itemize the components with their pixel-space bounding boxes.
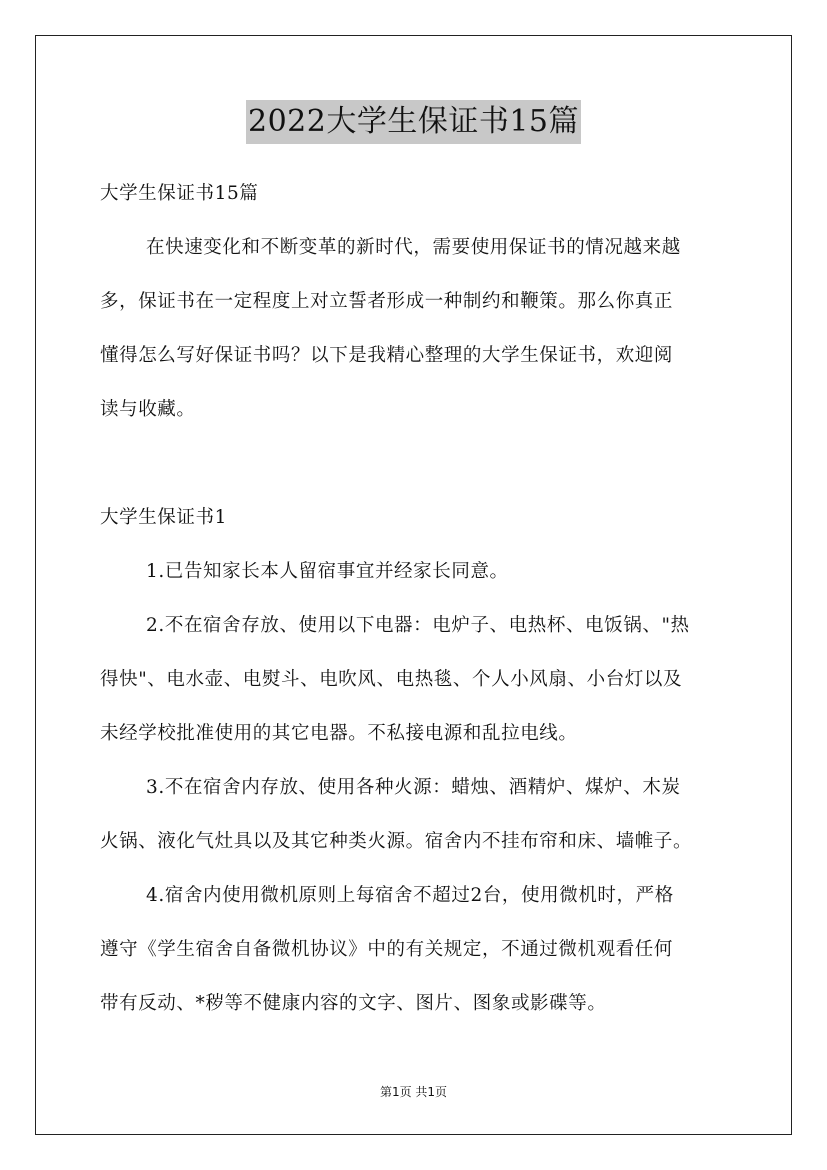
item-line-1: 1.已告知家长本人留宿事宜并经家长同意。 — [146, 561, 509, 582]
intro-line-1: 在快速变化和不断变革的新时代，需要使用保证书的情况越来越 — [146, 237, 681, 258]
intro-line-2: 多，保证书在一定程度上对立誓者形成一种制约和鞭策。那么你真正 — [100, 291, 674, 312]
item-line-2: 2.不在宿舍存放、使用以下电器：电炉子、电热杯、电饭锅、"热 — [146, 615, 690, 636]
item-line-4: 未经学校批准使用的其它电器。不私接电源和乱拉电线。 — [100, 723, 578, 744]
document-title: 2022大学生保证书15篇 — [246, 100, 581, 144]
item-line-6: 火锅、液化气灶具以及其它种类火源。宿舍内不挂布帘和床、墙帷子。 — [100, 831, 693, 852]
title-container — [0, 100, 827, 144]
section-heading: 大学生保证书1 — [100, 507, 227, 528]
item-line-9: 带有反动、*秽等不健康内容的文字、图片、图象或影碟等。 — [100, 993, 607, 1014]
subtitle: 大学生保证书15篇 — [100, 183, 259, 204]
intro-line-4: 读与收藏。 — [100, 399, 196, 420]
item-line-8: 遵守《学生宿舍自备微机协议》中的有关规定，不通过微机观看任何 — [100, 939, 674, 960]
page-footer: 第1页 共1页 — [379, 1085, 448, 1099]
item-line-5: 3.不在宿舍内存放、使用各种火源：蜡烛、酒精炉、煤炉、木炭 — [146, 777, 681, 798]
intro-line-3: 懂得怎么写好保证书吗？以下是我精心整理的大学生保证书，欢迎阅 — [100, 345, 674, 366]
item-line-3: 得快"、电水壶、电熨斗、电吹风、电热毯、个人小风扇、小台灯以及 — [100, 669, 683, 690]
item-line-7: 4.宿舍内使用微机原则上每宿舍不超过2台，使用微机时，严格 — [146, 885, 674, 906]
